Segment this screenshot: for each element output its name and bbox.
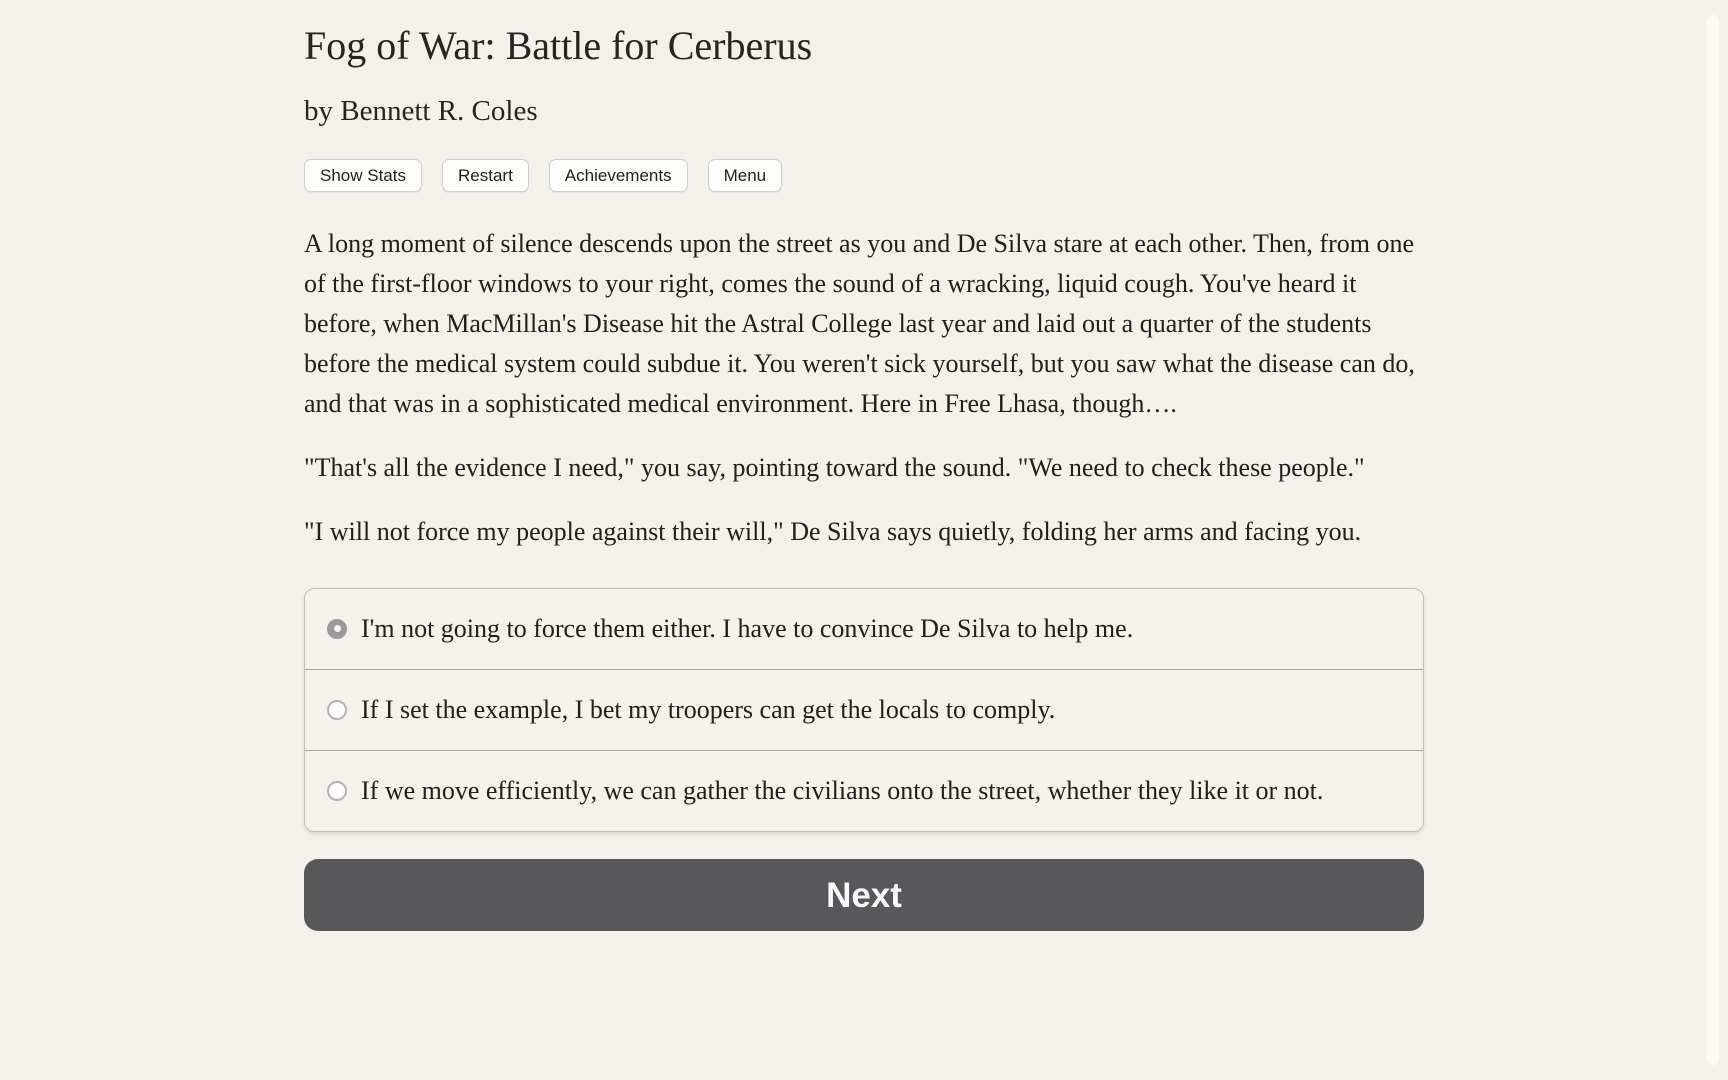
choice-label: If we move efficiently, we can gather the civilians onto the street, whether they like it or not.: [361, 775, 1324, 805]
choice-label: If I set the example, I bet my troopers can get the locals to comply.: [361, 694, 1056, 724]
choice-list: [304, 588, 1424, 832]
next-button[interactable]: Next: [304, 859, 1424, 931]
choice-option-3[interactable]: [305, 750, 1423, 831]
toolbar: [304, 159, 1424, 192]
story-paragraph: A long moment of silence descends upon the street as you and De Silva stare at each other. Then, from one of the first-floor windows to your right, comes the sound of a wracking, liquid cough. You've heard it before, when MacMillan's Disease hit the Astral College last year and laid out a quarter of the students before the medical system could subdue it. You weren't sick yourself, but you saw what the disease can do, and that was in a sophisticated medical environment. Here in Free Lhasa, though….: [304, 228, 1415, 418]
choice-radio-icon[interactable]: [327, 781, 347, 801]
achievements-button[interactable]: Achievements: [549, 159, 688, 192]
restart-button[interactable]: Restart: [442, 159, 529, 192]
story-paragraph: "That's all the evidence I need," you say, pointing toward the sound. "We need to check these people.": [304, 452, 1365, 482]
author-byline: by Bennett R. Coles: [304, 95, 538, 127]
choice-radio-icon[interactable]: [327, 619, 347, 639]
story-text: [304, 224, 1424, 552]
choice-label: I'm not going to force them either. I have to convince De Silva to help me.: [361, 613, 1134, 643]
page-title: Fog of War: Battle for Cerberus: [304, 23, 813, 68]
scrollbar-thumb[interactable]: [1707, 15, 1719, 1065]
show-stats-button[interactable]: Show Stats: [304, 159, 422, 192]
choice-radio-icon[interactable]: [327, 700, 347, 720]
choice-option-2[interactable]: [305, 669, 1423, 750]
game-page-content: [304, 0, 1424, 931]
story-paragraph: "I will not force my people against their will," De Silva says quietly, folding her arms and facing you.: [304, 516, 1362, 546]
choice-option-1[interactable]: [305, 589, 1423, 669]
menu-button[interactable]: Menu: [708, 159, 783, 192]
